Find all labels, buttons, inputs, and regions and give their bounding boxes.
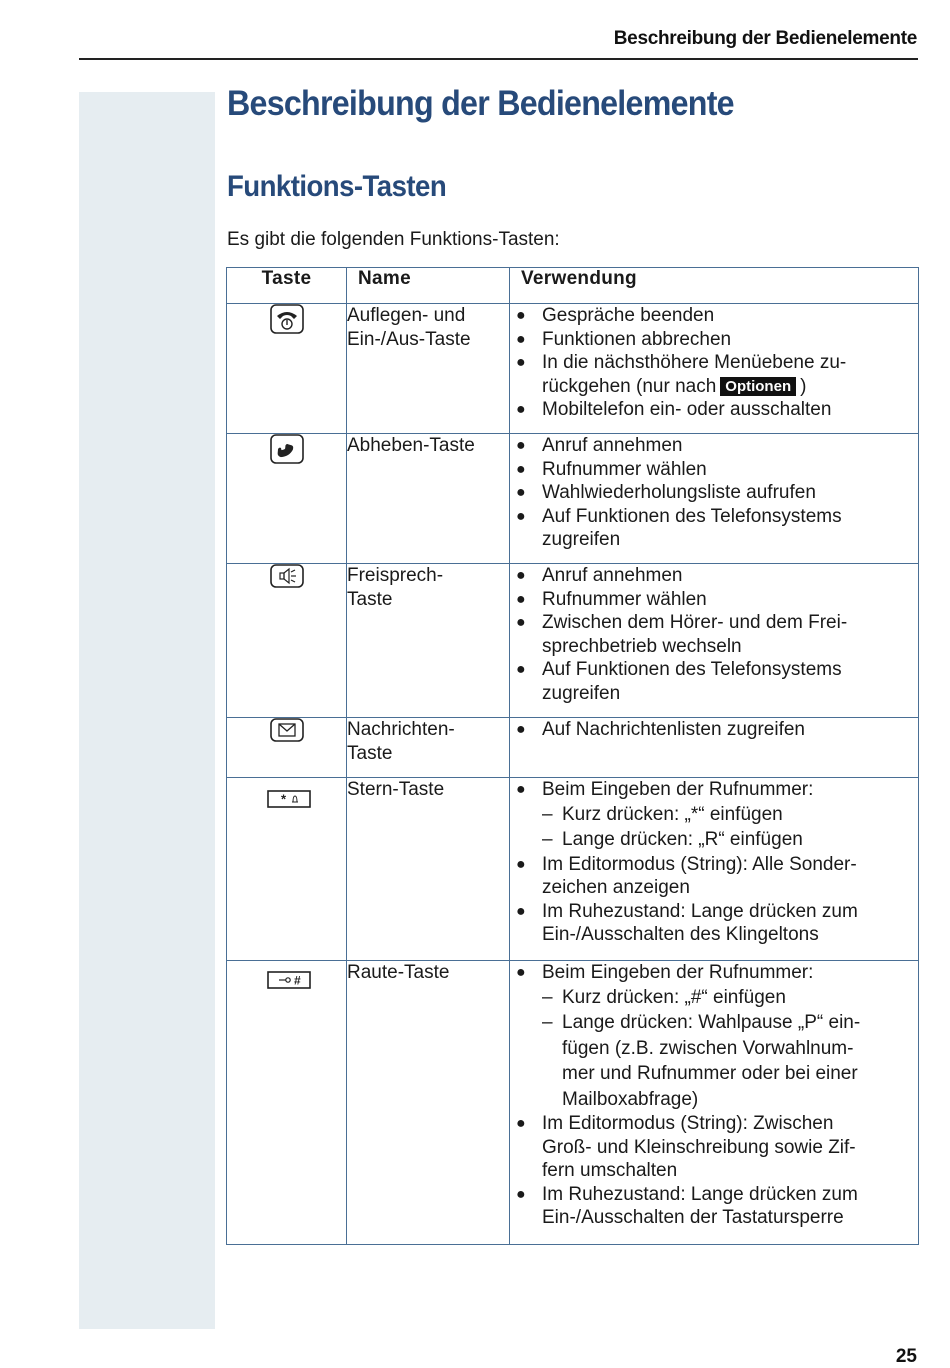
usage-item: ● Mobiltelefon ein- oder ausschalten (516, 399, 832, 420)
key-name-line: Raute-Taste (347, 962, 450, 983)
usage-subitem: – Lange drücken: „R“ einfügen (542, 829, 803, 850)
usage-item: ● Rufnummer wählen (516, 588, 707, 610)
key-cell (227, 564, 347, 718)
usage-item: ● Rufnummer wählen (516, 458, 707, 480)
usage-cell (510, 778, 919, 961)
key-name-line: Freisprech- (347, 565, 444, 586)
function-keys-table (226, 267, 919, 1245)
header-divider (79, 58, 918, 60)
margin-band (79, 92, 215, 1329)
usage-cell (510, 304, 919, 434)
key-name-cell (347, 961, 510, 1245)
usage-item: ● Anruf annehmen (516, 435, 683, 456)
table-row (227, 564, 919, 718)
key-name-line: Stern-Taste (347, 779, 445, 800)
hash-lock-key-icon (267, 971, 311, 989)
usage-cell (510, 434, 919, 564)
running-header: Beschreibung der Bedienelemente (613, 28, 917, 49)
usage-item: ● Gespräche beenden (516, 305, 715, 326)
usage-cell (510, 564, 919, 718)
key-name-line: Auflegen- und (347, 305, 466, 326)
usage-item: ● In die nächsthöhere Menüebene zu- rückgehen (nur nach Optionen ) (516, 352, 847, 397)
key-cell (227, 778, 347, 961)
column-header-usage: Verwendung (510, 268, 919, 304)
usage-subitem: – Kurz drücken: „*“ einfügen (542, 803, 783, 825)
intro-text: Es gibt die folgenden Funktions-Tasten: (227, 229, 560, 250)
usage-cell (510, 961, 919, 1245)
key-cell (227, 961, 347, 1245)
svg-text:*: * (281, 791, 287, 807)
key-cell (227, 304, 347, 434)
key-name-line: Ein-/Aus-Taste (347, 328, 471, 350)
key-name-line: Taste (347, 742, 393, 764)
usage-item: ● Beim Eingeben der Rufnummer: (516, 962, 814, 983)
key-name-cell (347, 718, 510, 778)
table-row (227, 304, 919, 434)
key-cell (227, 434, 347, 564)
speakerphone-icon (270, 564, 304, 588)
table-row (227, 961, 919, 1245)
usage-item: ● Anruf annehmen (516, 565, 683, 586)
table-header-row (227, 268, 919, 304)
usage-item: ● Zwischen dem Hörer- und dem Frei- sprechbetrieb wechseln (516, 612, 848, 657)
star-bell-key-icon (267, 790, 311, 808)
usage-item: ● Funktionen abbrechen (516, 328, 732, 350)
key-name-cell (347, 564, 510, 718)
svg-text:#: # (294, 973, 301, 988)
options-menu-label: Optionen (720, 377, 796, 396)
section-title: Funktions-Tasten (227, 170, 447, 203)
usage-item: ● Im Ruhezustand: Lange drücken zum Ein-/Ausschalten der Tastatursperre (516, 1183, 858, 1228)
key-name-cell (347, 434, 510, 564)
usage-subitem: – Kurz drücken: „#“ einfügen (542, 986, 786, 1008)
table-row (227, 778, 919, 961)
table-row (227, 434, 919, 564)
key-name-cell (347, 304, 510, 434)
usage-item: ● Auf Nachrichtenlisten zugreifen (516, 719, 805, 740)
usage-cell (510, 718, 919, 778)
usage-item: ● Im Editormodus (String): Zwischen Groß- und Kleinschreibung sowie Zif- fern umschalten (516, 1113, 856, 1181)
usage-item: ● Im Ruhezustand: Lange drücken zum Ein-/Ausschalten des Klingeltons (516, 900, 858, 945)
usage-item: ● Im Editormodus (String): Alle Sonder- zeichen anzeigen (516, 853, 857, 898)
usage-item: ● Wahlwiederholungsliste aufrufen (516, 482, 816, 503)
usage-item: ● Beim Eingeben der Rufnummer: (516, 779, 814, 800)
page-number: 25 (895, 1346, 917, 1367)
usage-subitem: – Lange drücken: Wahlpause „P“ ein- fügen (z.B. zwischen Vorwahlnum- mer und Rufnummer oder bei einer Mailboxabfrage) (542, 1012, 861, 1110)
key-name-cell (347, 778, 510, 961)
end-call-power-icon (270, 304, 304, 334)
key-name-line: Abheben-Taste (347, 435, 475, 456)
column-header-name: Name (347, 268, 510, 304)
page-title: Beschreibung der Bedienelemente (227, 84, 734, 123)
handset-icon (270, 434, 304, 464)
key-name-line: Taste (347, 588, 393, 610)
envelope-icon (270, 718, 304, 742)
usage-item: ● Auf Funktionen des Telefonsystems zugreifen (516, 505, 842, 550)
column-header-key: Taste (227, 268, 347, 304)
key-cell (227, 718, 347, 778)
table-row (227, 718, 919, 778)
usage-item: ● Auf Funktionen des Telefonsystems zugreifen (516, 659, 842, 704)
key-name-line: Nachrichten- (347, 719, 455, 740)
